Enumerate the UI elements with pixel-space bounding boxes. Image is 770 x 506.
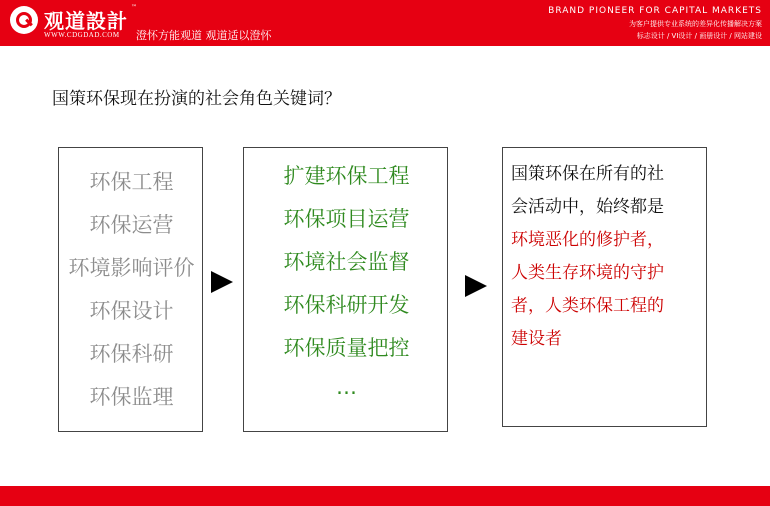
expanded-roles-box xyxy=(243,147,448,432)
list-item: 环保工程 xyxy=(89,170,174,194)
triangle-right-icon xyxy=(211,271,233,293)
summary-line: 国策环保在所有的社 xyxy=(511,164,664,184)
trademark-symbol: ™ xyxy=(131,4,137,11)
list-item: 环保运营 xyxy=(89,213,174,237)
tagline-title: BRAND PIONEER FOR CAPITAL MARKETS xyxy=(548,6,762,16)
triangle-right-icon xyxy=(465,275,487,297)
list-item: 环境影响评价 xyxy=(68,256,195,280)
slogan: 澄怀方能观道 观道适以澄怀 xyxy=(136,29,272,42)
list-item: 环保项目运营 xyxy=(283,207,410,231)
brand-url: WWW.CDGDAD.COM xyxy=(44,31,120,39)
page-question: 国策环保现在扮演的社会角色关键词？ xyxy=(52,89,341,109)
list-item: 环保科研 xyxy=(89,342,174,366)
services-list: 标志设计 / VI设计 / 画册设计 / 网站建设 xyxy=(636,32,762,40)
list-item: 环保监理 xyxy=(89,385,174,409)
list-item: 环保设计 xyxy=(89,299,174,323)
summary-highlight-line: 人类生存环境的守护 xyxy=(511,263,664,283)
footer-bar xyxy=(0,486,770,506)
summary-highlight-line: 环境恶化的修护者， xyxy=(511,230,664,250)
list-item: 扩建环保工程 xyxy=(283,164,410,188)
summary-highlight-line: 建设者 xyxy=(511,329,562,349)
tagline-subtitle: 为客户提供专业系统的差异化传播解决方案 xyxy=(629,20,762,28)
current-roles-box xyxy=(58,147,203,432)
list-item: 环保科研开发 xyxy=(283,293,410,317)
header-bar xyxy=(0,0,770,46)
list-item: … xyxy=(336,375,357,399)
list-item: 环保质量把控 xyxy=(283,336,410,360)
brand-name: 观道設計 xyxy=(44,9,128,33)
summary-line: 会活动中，始终都是 xyxy=(511,197,664,217)
summary-text xyxy=(511,158,701,356)
logo-mark-icon xyxy=(10,6,38,34)
summary-highlight-line: 者，人类环保工程的 xyxy=(511,296,664,316)
summary-box xyxy=(502,147,707,427)
list-item: 环境社会监督 xyxy=(283,250,410,274)
